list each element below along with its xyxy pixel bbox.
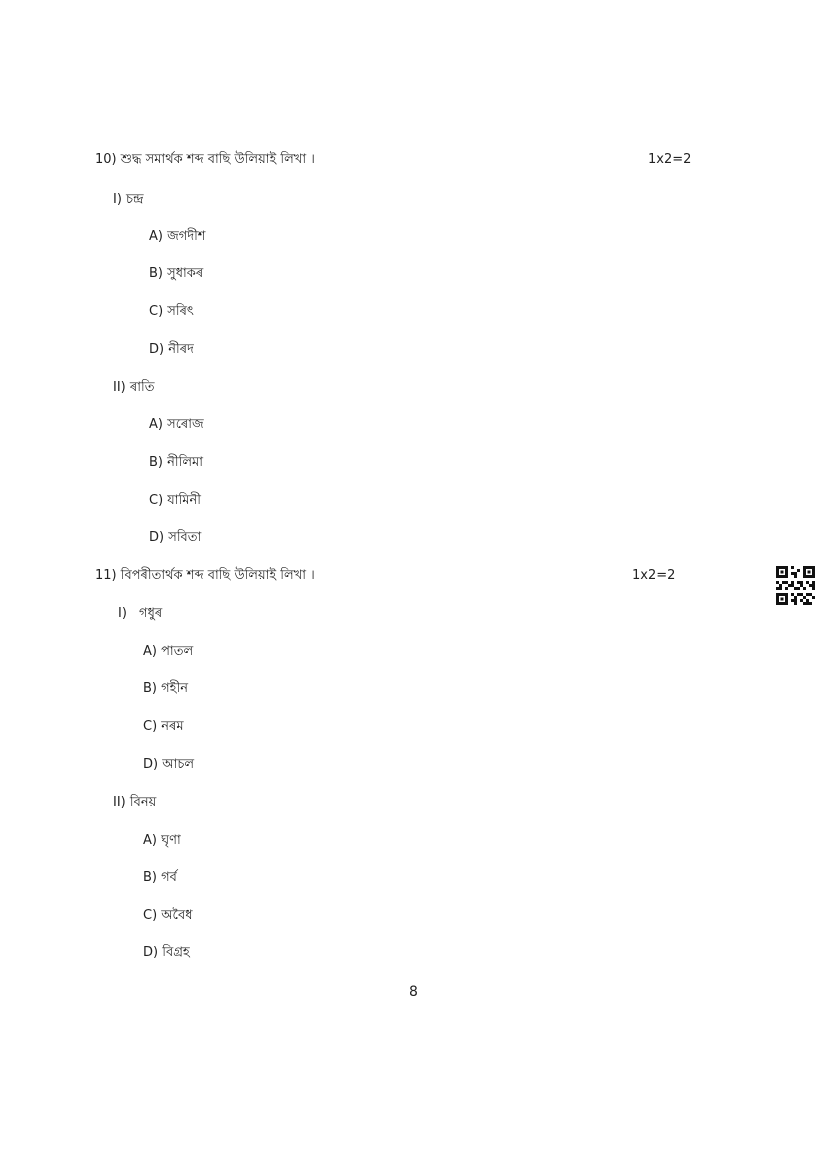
question-10-part-2 <box>113 380 154 396</box>
option-row <box>143 719 184 735</box>
option-text: নীলিমা <box>167 455 204 470</box>
option-letter: C) <box>143 908 158 923</box>
option-row <box>143 945 190 961</box>
question-text: বিপৰীতাৰ্থক শব্দ বাছি উলিয়াই লিখা । <box>120 568 315 583</box>
option-letter: C) <box>149 304 164 319</box>
option-row <box>143 644 193 660</box>
option-text: গহীন <box>161 681 188 696</box>
option-row <box>149 417 204 433</box>
option-letter: D) <box>143 945 159 960</box>
option-letter: A) <box>143 644 157 659</box>
question-11-marks: 1x2=2 <box>632 568 676 583</box>
question-10-marks: 1x2=2 <box>648 152 692 167</box>
option-letter: D) <box>143 757 159 772</box>
option-text: বিগ্ৰহ <box>162 945 190 960</box>
option-text: নীৰদ <box>168 342 194 357</box>
option-letter: B) <box>143 870 157 885</box>
option-letter: D) <box>149 530 165 545</box>
option-row <box>149 493 201 509</box>
option-row <box>149 342 194 358</box>
option-row <box>143 681 188 697</box>
option-letter: A) <box>149 229 163 244</box>
part-word: ৰাতি <box>129 380 155 395</box>
option-row <box>143 757 194 773</box>
page-number: 8 <box>409 984 418 1000</box>
option-row <box>149 530 201 546</box>
option-letter: B) <box>149 455 163 470</box>
option-text: গৰ্ব <box>161 870 177 885</box>
qr-code-icon <box>776 566 815 605</box>
part-word: গধুৰ <box>139 606 163 621</box>
option-text: পাতল <box>161 644 194 659</box>
option-row <box>143 870 177 886</box>
option-letter: A) <box>143 833 157 848</box>
question-number: 11) <box>95 568 117 583</box>
option-letter: B) <box>143 681 157 696</box>
option-letter: B) <box>149 266 163 281</box>
question-11 <box>95 568 315 584</box>
question-number: 10) <box>95 152 117 167</box>
option-letter: C) <box>143 719 158 734</box>
option-row <box>149 455 203 471</box>
part-label: I) <box>118 606 127 621</box>
option-text: জগদীশ <box>167 229 206 244</box>
option-letter: C) <box>149 493 164 508</box>
option-text: আচল <box>162 757 195 772</box>
part-label: I) <box>113 192 122 207</box>
option-row <box>149 266 203 282</box>
option-text: অবৈধ <box>161 908 193 923</box>
part-word: চন্দ্ৰ <box>126 192 144 207</box>
option-letter: D) <box>149 342 165 357</box>
option-row <box>143 833 181 849</box>
option-text: সৰিৎ <box>167 304 194 319</box>
option-row <box>149 304 194 320</box>
question-11-part-1 <box>118 606 162 622</box>
part-word: বিনয় <box>129 795 157 810</box>
question-11-part-2 <box>113 795 156 811</box>
question-text: শুদ্ধ সমাৰ্থক শব্দ বাছি উলিয়াই লিখা । <box>120 152 315 167</box>
part-label: II) <box>113 380 126 395</box>
question-10 <box>95 152 315 168</box>
option-letter: A) <box>149 417 163 432</box>
option-text: নৰম <box>161 719 184 734</box>
part-label: II) <box>113 795 126 810</box>
option-text: ঘৃণা <box>161 833 181 848</box>
option-text: যামিনী <box>167 493 201 508</box>
option-text: সৰোজ <box>167 417 204 432</box>
option-text: সবিতা <box>168 530 202 545</box>
option-text: সুধাকৰ <box>167 266 204 281</box>
option-row <box>143 908 193 924</box>
question-10-part-1 <box>113 192 144 208</box>
option-row <box>149 229 206 245</box>
